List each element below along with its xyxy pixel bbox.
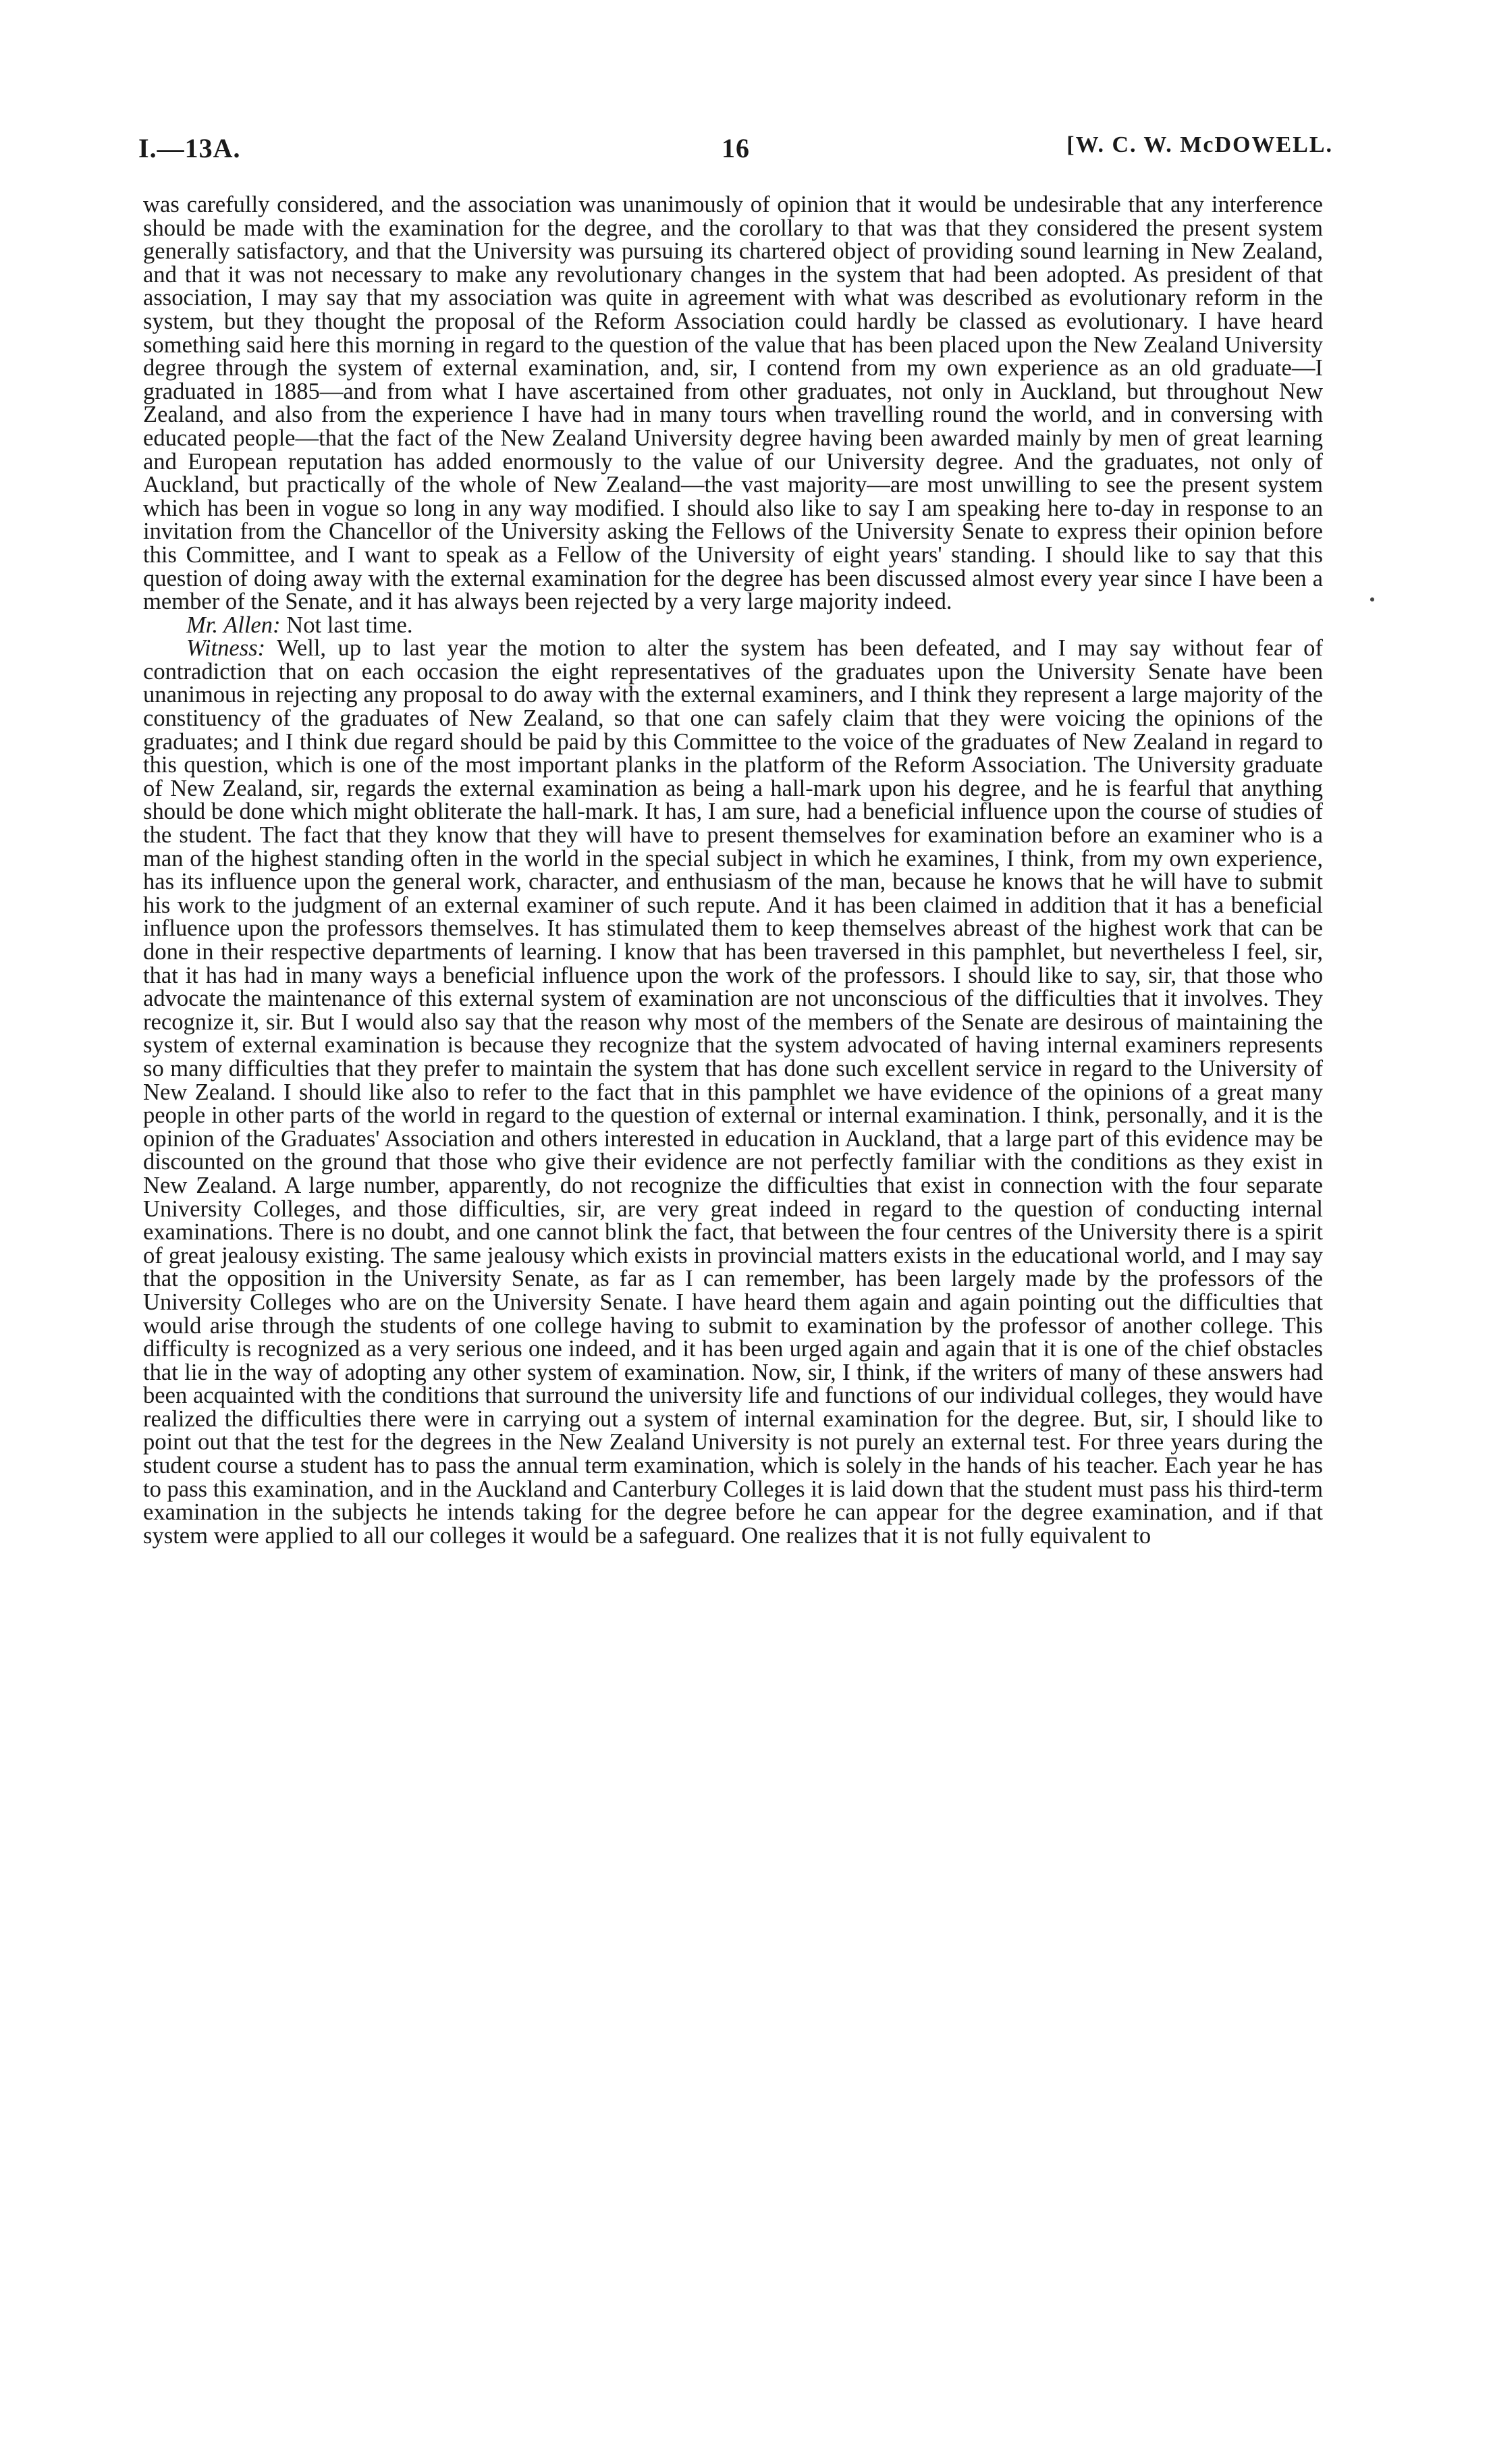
paragraph-text: was carefully considered, and the association was unanimously of opinion that it would be undesirable that any interference should be made with the examination for the degree, and the corollary to that was that they considered the present system generally satisfactory, and that the University was pursuing its chartered object of providing sound learning in New Zealand, and that it was not necessary to make any revolutionary changes in the system that had been adopted. As president of that association, I may say that my association was quite in agreement with what was described as evolutionary reform in the system, but they thought the proposal of the Reform Association could hardly be classed as evolutionary. I have heard something said here this morning in regard to the question of the value that has been placed upon the New Zealand University degree through the system of external examination, and, sir, I contend from my own experience as an old graduate—I graduated in 1885—and from what I have ascertained from other graduates, not only in Auckland, but throughout New Zealand, and also from the experience I have had in many tours when travelling round the world, and in conversing with educated people—that the fact of the New Zealand University degree having been awarded mainly by men of great learning and European reputation has added enormously to the value of our University degree. And the graduates, not only of Auckland, but practically of the whole of New Zealand—the vast majority—are most unwilling to see the present system which has been in vogue so long in any way modified. I should also like to say I am speaking here to-day in response to an invitation from the Chancellor of the University asking the Fellows of the University Senate to express their opinion before this Committee, and I want to speak as a Fellow of the University of eight years' standing. I should like to say that this question of doing away with the external examination for the degree has been discussed almost every year since I have been a member of the Senate, and it has always been rejected by a very large majority indeed. [143, 192, 1323, 615]
body-text [143, 193, 1323, 1547]
margin-dot [1370, 597, 1374, 601]
speaker-label: Witness: [186, 635, 266, 662]
witness-name: [W. C. W. McDOWELL. [1066, 132, 1333, 157]
speaker-label: Mr. Allen: [186, 612, 281, 638]
paragraph [143, 637, 1323, 1547]
paragraph-text: Well, up to last year the motion to alter the system has been defeated, and I may say without fear of contradiction that on each occasion the eight representatives of the graduates upon the University Senate have been unanimous in rejecting any proposal to do away with the external examiners, and I think they represent a large majority of the constituency of the graduates of New Zealand, so that one can safely claim that they were voicing the opinions of the graduates; and I think due regard should be paid by this Committee to the voice of the graduates of New Zealand in regard to this question, which is one of the most important planks in the platform of the Reform Association. The University graduate of New Zealand, sir, regards the external examination as being a hall-mark upon his degree, and he is fearful that anything should be done which might obliterate the hall-mark. It has, I am sure, had a beneficial influence upon the course of studies of the student. The fact that they know that they will have to present themselves for examination before an examiner who is a man of the highest standing often in the world in the special subject in which he examines, I think, from my own experience, has its influence upon the general work, character, and enthusiasm of the man, because he knows that he will have to submit his work to the judgment of an external examiner of such repute. And it has been claimed in addition that it has a beneficial influence upon the professors themselves. It has stimulated them to keep themselves abreast of the highest work that can be done in their respective departments of learning. I know that has been traversed in this pamphlet, but nevertheless I feel, sir, that it has had in many ways a beneficial influence upon the work of the professors. I should like to say, sir, that those who advocate the maintenance of this external system of examination are not unconscious of the difficulties that it involves. They recognize it, sir. But I would also say that the reason why most of the members of the Senate are desirous of maintaining the system of external examination is because they recognize that the system advocated of having internal examiners represents so many difficulties that they prefer to maintain the system that has done such excellent service in regard to the University of New Zealand. I should like also to refer to the fact that in this pamphlet we have evidence of the opinions of a great many people in other parts of the world in regard to the question of external or internal examination. I think, personally, and it is the opinion of the Graduates' Association and others interested in education in Auckland, that a large part of this evidence may be discounted on the ground that those who give their evidence are not perfectly familiar with the conditions as they exist in New Zealand. A large number, apparently, do not recognize the difficulties that exist in connection with the four separate University Colleges, and those difficulties, sir, are very great indeed in regard to the question of conducting internal examinations. There is no doubt, and one cannot blink the fact, that between the four centres of the University there is a spirit of great jealousy existing. The same jealousy which exists in provincial matters exists in the educational world, and I may say that the opposition in the University Senate, as far as I can remember, has been largely made by the professors of the University Colleges who are on the University Senate. I have heard them again and again pointing out the difficulties that would arise through the students of one college having to submit to examination by the professor of another college. This difficulty is recognized as a very serious one indeed, and it has been urged again and again that it is one of the chief obstacles that lie in the way of adopting any other system of examination. Now, sir, I think, if the writers of many of these answers had been acquainted with the conditions that surround the university life and functions of our individual colleges, they would have realized the difficulties there were in carrying out a system of internal examination for the degree. But, sir, I should like to point out that the test for the degrees in the New Zealand University is not purely an external test. For three years during the student course a student has to pass the annual term examination, which is solely in the hands of his teacher. Each year he has to pass this examination, and in the Auckland and Canterbury Colleges it is laid down that the student must pass his third-term examination in the subjects he intends taking for the degree before he can appear for the degree examination, and if that system were applied to all our colleges it would be a safeguard. One realizes that it is not fully equivalent to [143, 635, 1323, 1549]
document-reference: I.—13A. [138, 133, 241, 163]
paragraph [143, 193, 1323, 614]
paragraph [143, 614, 1323, 637]
paragraph-text: Not last time. [286, 612, 413, 638]
page-number: 16 [722, 133, 750, 163]
page-header [138, 132, 1333, 173]
